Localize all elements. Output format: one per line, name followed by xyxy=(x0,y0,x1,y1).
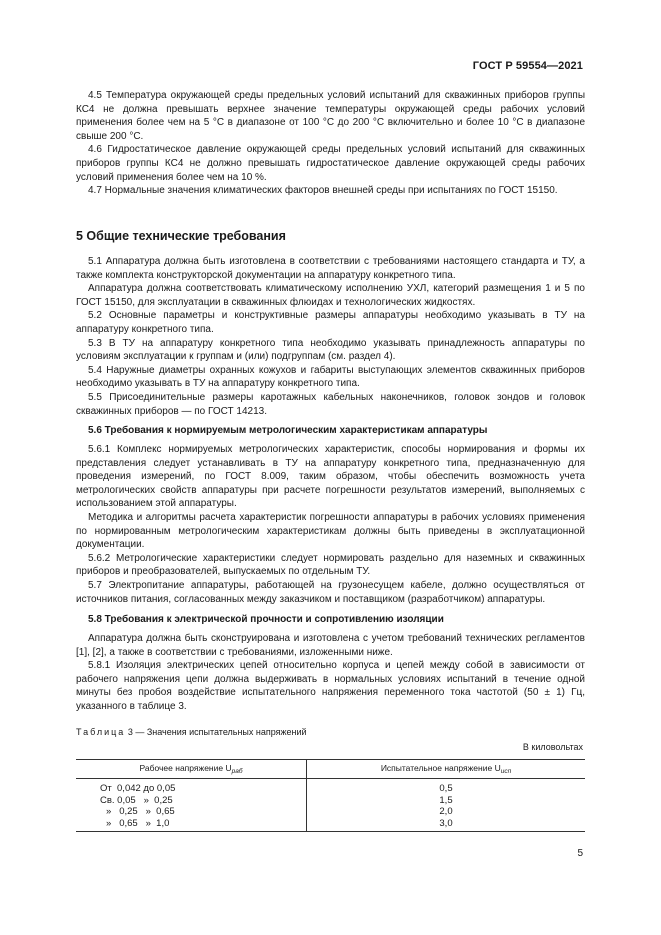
table-row xyxy=(76,779,585,795)
subsection-5-6-heading-wrap xyxy=(76,424,585,438)
subsection-5-8-body xyxy=(76,632,585,714)
test-voltage-cell: 0,5 xyxy=(439,783,453,794)
table-unit-note: В киловольтах xyxy=(522,742,583,752)
col-working-voltage-subscript: раб xyxy=(231,768,243,775)
table-caption-text: 3 — Значения испытательных напряжений xyxy=(127,727,307,737)
test-voltage-cell: 2,0 xyxy=(439,806,453,817)
col-working-voltage-header xyxy=(76,760,307,779)
table-row xyxy=(76,806,585,818)
table-row xyxy=(76,795,585,807)
paragraph-4-5: 4.5 Температура окружающей среды предельных условий испытаний для скважинных приборов группы КС4 не должна превышать верхнее значение температуры окружающей среды рабочих условий применения более чем на 5 °С в диапазоне от 100 °С до 200 °С включительно и более 10 °С в диапазоне свыше 200 °С. xyxy=(76,90,585,142)
table-row xyxy=(76,818,585,832)
col-working-voltage-label: Рабочее напряжение U xyxy=(139,763,232,773)
subsection-5-6-heading: 5.6 Требования к нормируемым метрологическим характеристикам аппаратуры xyxy=(88,425,488,436)
col-test-voltage-subscript: исп xyxy=(500,768,512,775)
paragraph-5-1-b: Аппаратура должна соответствовать климатическому исполнению УХЛ, категорий размещения 1 и 5 по ГОСТ 15150, для эксплуатации в скважинных флюидах и технологических жидкостях. xyxy=(76,283,585,308)
document-header: ГОСТ Р 59554—2021 xyxy=(472,60,583,72)
section-5-body xyxy=(76,255,585,418)
paragraph-5-4: 5.4 Наружные диаметры охранных кожухов и габариты выступающих элементов скважинных приборов необходимо указывать в ТУ на аппаратуру конкретного типа. xyxy=(76,364,585,390)
col-test-voltage-header xyxy=(307,760,586,779)
working-voltage-cell: » 0,65 » 1,0 xyxy=(76,818,307,832)
paragraph-5-6-1: 5.6.1 Комплекс нормируемых метрологических характеристик, способы нормирования и формы их представления следует устанавливать в ТУ на аппаратуру конкретного типа, предназначенную для проведения измерений, по ГОСТ 8.009, таким образом, чтобы обеспечить возможность учета метрологических свойств аппаратуры при расчете погрешности результатов измерений, выполняемых с использованием этой аппаратуры. xyxy=(76,444,585,510)
subsection-5-6-body xyxy=(76,443,585,606)
paragraph-4-6: 4.6 Гидростатическое давление окружающей среды предельных условий испытаний для скважинных приборов группы КС4 не должно превышать гидростатическое давление окружающей среды рабочих условий применения более чем на 10 %. xyxy=(76,144,585,183)
paragraph-4-7: 4.7 Нормальные значения климатических факторов внешней среды при испытаниях по ГОСТ 15150. xyxy=(88,185,558,197)
section-5-heading: 5 Общие технические требования xyxy=(76,229,286,243)
paragraph-5-6-1-b: Методика и алгоритмы расчета характеристик погрешности аппаратуры в рабочих условиях применения по нормированным метрологическим характеристикам должны быть приведены в эксплуатационной документации. xyxy=(76,511,585,551)
paragraph-5-1: 5.1 Аппаратура должна быть изготовлена в соответствии с требованиями настоящего стандарта и ТУ, а также комплекта конструкторской документации на аппаратуру конкретного типа. xyxy=(76,256,585,281)
table-caption-word: Таблица xyxy=(76,727,126,737)
table-caption xyxy=(76,727,307,737)
page-number: 5 xyxy=(577,848,583,859)
test-voltage-cell: 3,0 xyxy=(307,818,586,832)
paragraph-5-5: 5.5 Присоединительные размеры каротажных кабельных наконечников, головок зондов и головок скважинных приборов — по ГОСТ 14213. xyxy=(76,391,585,417)
table-header-row xyxy=(76,760,585,779)
section-4-tail xyxy=(76,89,585,198)
voltage-table xyxy=(76,759,585,832)
working-voltage-cell: От 0,042 до 0,05 xyxy=(76,779,307,795)
paragraph-5-3: 5.3 В ТУ на аппаратуру конкретного типа необходимо указывать принадлежность аппаратуры по условиям эксплуатации к группам и (или) подгруппам (см. раздел 4). xyxy=(76,337,585,363)
paragraph-5-7: 5.7 Электропитание аппаратуры, работающей на грузонесущем кабеле, должно осуществляться от источников питания, согласованных между заказчиком и поставщиком (разработчиком) аппаратуры. xyxy=(76,579,585,605)
subsection-5-8-heading: 5.8 Требования к электрической прочности и сопротивлению изоляции xyxy=(88,614,444,625)
paragraph-5-6-2: 5.6.2 Метрологические характеристики следует нормировать раздельно для наземных и скважинных приборов и преобразователей, выпускаемых по отдельным ТУ. xyxy=(76,552,585,578)
paragraph-5-8: Аппаратура должна быть сконструирована и изготовлена с учетом требований технических регламентов [1], [2], а также в соответствии с требованиями, изложенными ниже. xyxy=(76,633,585,658)
paragraph-5-8-1: 5.8.1 Изоляция электрических цепей относительно корпуса и цепей между собой в зависимости от рабочего напряжения цепи должна выдерживать в нормальных условиях испытаний в течение одной минуты без пробоя воздействие испытательного напряжения переменного тока частотой (50 ± 1) Гц, указанного в таблице 3. xyxy=(76,660,585,712)
working-voltage-cell: » 0,25 » 0,65 xyxy=(76,806,307,818)
working-voltage-cell: Св. 0,05 » 0,25 xyxy=(76,795,307,807)
subsection-5-8-heading-wrap xyxy=(76,613,585,627)
col-test-voltage-label: Испытательное напряжение U xyxy=(380,763,501,773)
test-voltage-cell: 1,5 xyxy=(439,794,453,806)
section-5-heading-wrap xyxy=(76,228,585,244)
paragraph-5-2: 5.2 Основные параметры и конструктивные размеры аппаратуры необходимо указывать в ТУ на аппаратуру конкретного типа. xyxy=(76,310,585,335)
